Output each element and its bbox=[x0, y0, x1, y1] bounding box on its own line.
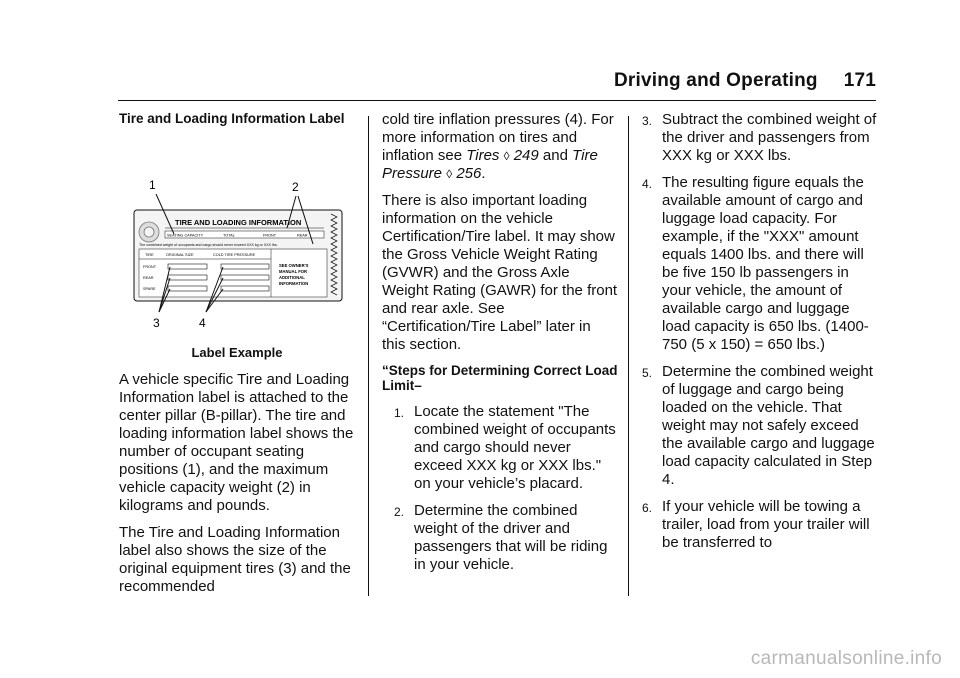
step-item bbox=[642, 498, 878, 552]
step-item bbox=[642, 363, 878, 489]
step-text: Determine the combined weight of luggage and cargo being loaded on the vehicle. That weight may not safely exceed the available cargo and luggage load capacity calculated in Step 4. bbox=[662, 363, 875, 488]
column-3 bbox=[642, 111, 878, 561]
callout-2: 2 bbox=[292, 180, 299, 194]
tire-label-figure bbox=[119, 136, 355, 336]
seat-rear: REAR bbox=[297, 233, 308, 238]
note-2: MANUAL FOR bbox=[279, 269, 308, 274]
step-number: 3. bbox=[642, 114, 653, 128]
seat-total: TOTAL bbox=[223, 233, 235, 238]
step-number: 6. bbox=[642, 501, 653, 515]
step-text: Locate the statement "The combined weight of occupants and cargo should never exceed XXX kg or XXX lbs." on your vehicle’s placard. bbox=[414, 403, 616, 492]
column-2 bbox=[382, 111, 618, 583]
col-tire: TIRE bbox=[145, 253, 154, 257]
step-item bbox=[642, 111, 878, 165]
callout-3: 3 bbox=[153, 316, 160, 330]
step-item bbox=[382, 403, 618, 493]
section-title: Tire and Loading Information Label bbox=[119, 111, 345, 126]
xref-title: Tires bbox=[466, 147, 500, 164]
paragraph: The Tire and Loading Information label also shows the size of the original equipment tires (3) and the recommended bbox=[119, 524, 351, 595]
paragraph bbox=[382, 111, 618, 183]
step-text: Subtract the combined weight of the driver and passengers from XXX kg or XXX lbs. bbox=[662, 111, 877, 164]
callout-1: 1 bbox=[149, 178, 156, 192]
row-rear: REAR bbox=[143, 276, 154, 280]
row-front: FRONT bbox=[143, 265, 157, 269]
note-4: INFORMATION bbox=[279, 281, 309, 286]
xref-page: 256 bbox=[456, 165, 482, 182]
row-spare: SPARE bbox=[143, 287, 156, 291]
step-text: Determine the combined weight of the driver and passengers that will be riding in your vehicle. bbox=[414, 502, 608, 573]
page-ref-icon: ◊ bbox=[503, 149, 510, 163]
note-1: SEE OWNER'S bbox=[279, 263, 309, 268]
callout-4: 4 bbox=[199, 316, 206, 330]
site-watermark: carmanualsonline.info bbox=[750, 648, 942, 669]
seat-front: FRONT bbox=[263, 233, 277, 238]
weight-text: The combined weight of occupants and cargo should never exceed XXX kg or XXX lbs. bbox=[139, 243, 278, 247]
step-item bbox=[642, 174, 878, 354]
column-divider bbox=[368, 116, 369, 596]
column-1 bbox=[119, 111, 355, 605]
paragraph: There is also important loading information on the vehicle Certification/Tire label. It may show the Gross Vehicle Weight Rating (GVWR) and the Gross Axle Weight Rating (GAWR) for the front and rear axle. See “Certification/Tire Label” later in this section. bbox=[382, 192, 618, 353]
paragraph-text: and bbox=[542, 147, 568, 164]
paragraph: A vehicle specific Tire and Loading Information label is attached to the center pillar (B-pillar). The tire and loading information label shows the number of occupant seating positions (1), and the maximum vehicle capacity weight (2) in kilograms and pounds. bbox=[119, 371, 354, 514]
xref-page: 249 bbox=[513, 147, 539, 164]
step-text: If your vehicle will be towing a trailer, load from your trailer will be transferred to bbox=[662, 498, 870, 551]
figure-caption: Label Example bbox=[191, 345, 283, 360]
step-item bbox=[382, 502, 618, 574]
col-size: ORIGINAL SIZE bbox=[166, 253, 194, 257]
paragraph-text: cold tire inflation pressures (4). For more information on tires and inflation see bbox=[382, 111, 614, 164]
header-title: Driving and Operating bbox=[613, 70, 818, 91]
seat-cap: SEATING CAPACITY bbox=[167, 233, 204, 238]
page-ref-icon: ◊ bbox=[446, 167, 453, 181]
step-number: 5. bbox=[642, 366, 653, 380]
xref-title: Tire Pressure bbox=[382, 147, 598, 182]
step-number: 4. bbox=[642, 177, 653, 191]
steps-title: “Steps for Determining Correct Load Limit– bbox=[382, 363, 618, 393]
step-number: 2. bbox=[394, 505, 405, 519]
xref-tires[interactable] bbox=[466, 147, 539, 164]
step-number: 1. bbox=[394, 406, 405, 420]
note-3: ADDITIONAL bbox=[279, 275, 305, 280]
header-rule bbox=[118, 100, 876, 101]
col-pressure: COLD TIRE PRESSURE bbox=[213, 253, 256, 257]
page-number: 171 bbox=[843, 70, 876, 91]
page-header bbox=[614, 70, 876, 92]
step-text: The resulting figure equals the available amount of cargo and luggage load capacity. For example, if the "XXX" amount equals 1400 lbs. and there will be five 150 lb passengers in your vehicle, the amount of available cargo and luggage load capacity is 650 lbs. (1400-750 (5 x 150) = 650 lbs.) bbox=[662, 174, 869, 353]
column-divider bbox=[628, 116, 629, 596]
label-title: TIRE AND LOADING INFORMATION bbox=[175, 218, 302, 227]
paragraph-end: . bbox=[481, 165, 486, 182]
